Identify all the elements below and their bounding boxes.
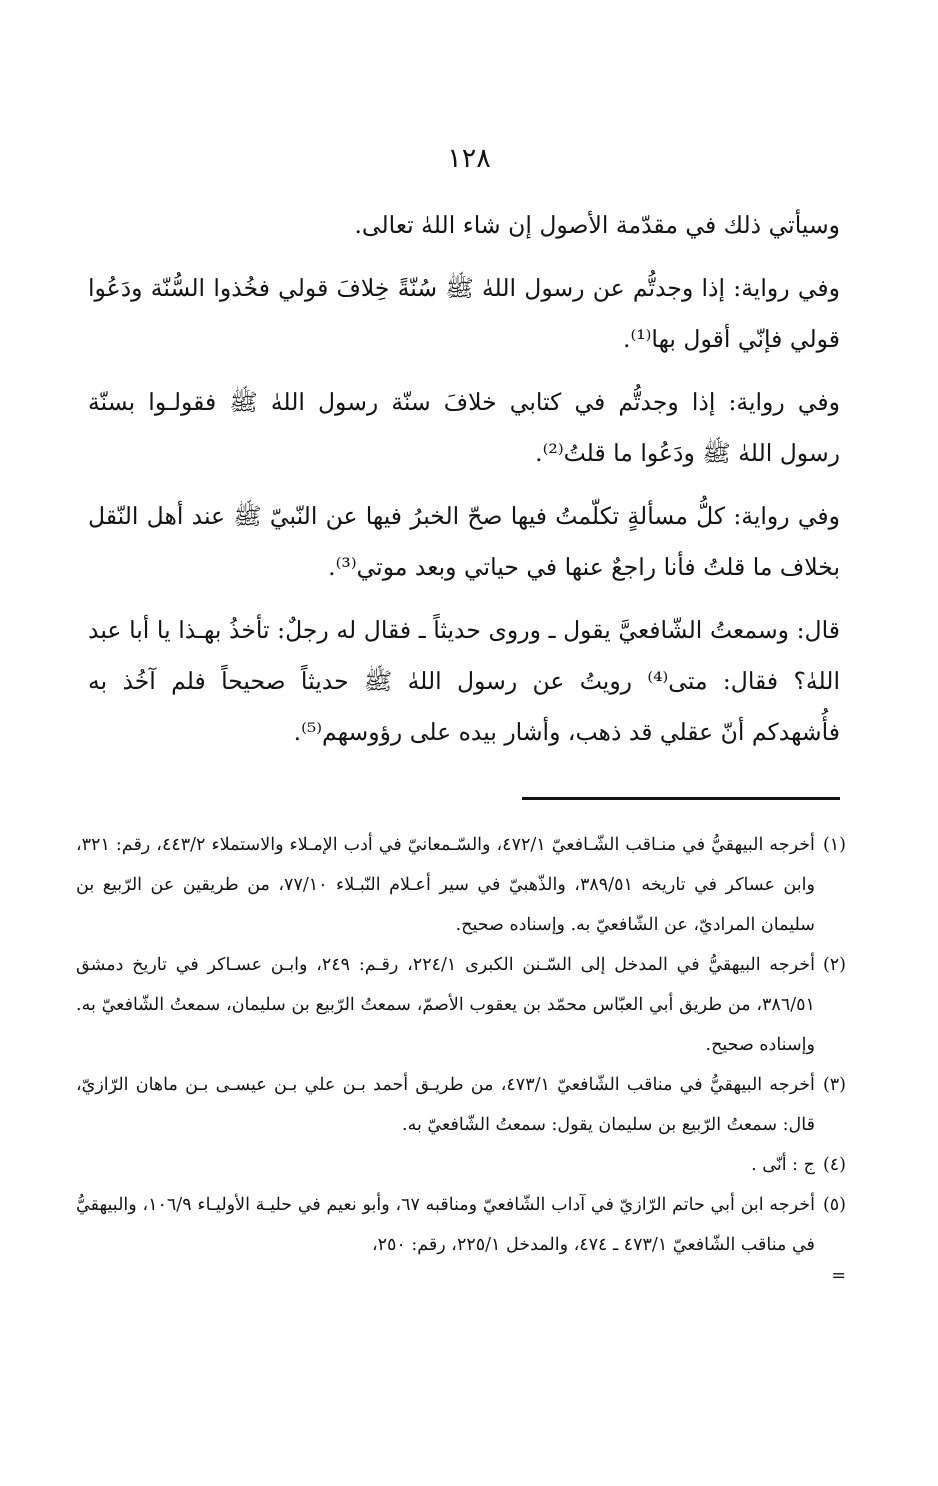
page-number: ١٢٨ — [447, 143, 491, 174]
footnote-text: أخرجه البيهقيُّ في منـاقب الشّـافعيّ ٤٧٢/١، والسّـمعانيّ في أدب الإمـلاء والاستملاء ٤٤٣/٢، رقم: ٣٢١، وابن عساكر في تاريخه ٣٨٩/٥١، والذّهبيّ في سير أعـلام النّبـلاء ٧٧/١٠، من طريقين عن الرّبيع بن سليمان المراديّ، عن الشّافعيّ به. وإسناده صحيح. — [76, 835, 815, 935]
footnote-number: (١) — [822, 835, 846, 855]
footnote — [76, 825, 846, 945]
footnote-continuation-mark: = — [831, 1266, 846, 1286]
paragraph: وفي رواية: إذا وجدتُّم في كتابي خلافَ سنّة رسول اللهٰ ﷺ فقولـوا بسنّة رسول اللهٰ ﷺ ودَعُوا ما قلتُ⁽²⁾. — [88, 388, 840, 467]
paragraph: وفي رواية: إذا وجدتُّم عن رسول اللهٰ ﷺ سُنّةً خِلافَ قولي فخُذوا السُّنّة ودَعُوا قولي فإنّي أقول بها⁽¹⁾. — [88, 274, 840, 353]
main-text — [88, 200, 840, 758]
footnote-number: (٥) — [822, 1195, 846, 1215]
paragraph: وفي رواية: كلُّ مسألةٍ تكلّمتُ فيها صحّ الخبرُ فيها عن النّبيّ ﷺ عند أهل النّقل بخلاف ما قلتُ فأنا راجعٌ عنها في حياتي وبعد موتي⁽³⁾. — [88, 502, 840, 581]
paragraph: وسيأتي ذلك في مقدّمة الأصول إن شاء اللهٰ تعالى. — [354, 211, 840, 239]
footnote-text: أخرجه البيهقيُّ في مناقب الشّافعيّ ٤٧٣/١، من طريـق أحمد بـن علي بـن عيسـى بـن ماهان الرّازيّ، قال: سمعتُ الرّبيع بن سليمان يقول: سمعتُ الشّافعيّ به. — [76, 1075, 815, 1135]
footnote — [76, 1185, 846, 1265]
paragraph: قال: وسمعتُ الشّافعيَّ يقول ـ وروى حديثاً ـ فقال له رجلٌ: تأخذُ بهـذا يا أبا عبد اللهٰ؟ فقال: متى⁽⁴⁾ رويتُ عن رسول اللهٰ ﷺ حديثاً صحيحاً فلم آخُذ به فأُشهدكم أنّ عقلي قد ذهب، وأشار بيده على رؤوسهم⁽⁵⁾. — [88, 616, 840, 746]
footnote-text: أخرجه البيهقيُّ في المدخل إلى السّـنن الكبرى ٢٢٤/١، رقـم: ٢٤٩، وابـن عسـاكر في تاريخ دمشق ٣٨٦/٥١، من طريق أبي العبّاس محمّد بن يعقوب الأصمّ، سمعتُ الرّبيع بن سليمان، سمعتُ الشّافعيّ به. وإسناده صحيح. — [76, 955, 815, 1055]
footnote-text: أخرجه ابن أبي حاتم الرّازيّ في آداب الشّافعيّ ومناقبه ٦٧، وأبو نعيم في حليـة الأوليـاء ١٠٦/٩، والبيهقيُّ في مناقب الشّافعيّ ٤٧٣/١ ـ ٤٧٤، والمدخل ٢٢٥/١، رقم: ٢٥٠، — [76, 1195, 815, 1255]
footnote-separator — [522, 797, 840, 800]
footnotes — [76, 825, 846, 1287]
footnote-number: (٢) — [822, 955, 846, 975]
footnote — [76, 945, 846, 1065]
footnote-number: (٤) — [822, 1155, 846, 1175]
footnote — [76, 1065, 846, 1145]
footnote-number: (٣) — [822, 1075, 846, 1095]
footnote-text: ج : أنّى . — [751, 1155, 815, 1175]
footnote — [76, 1145, 846, 1185]
